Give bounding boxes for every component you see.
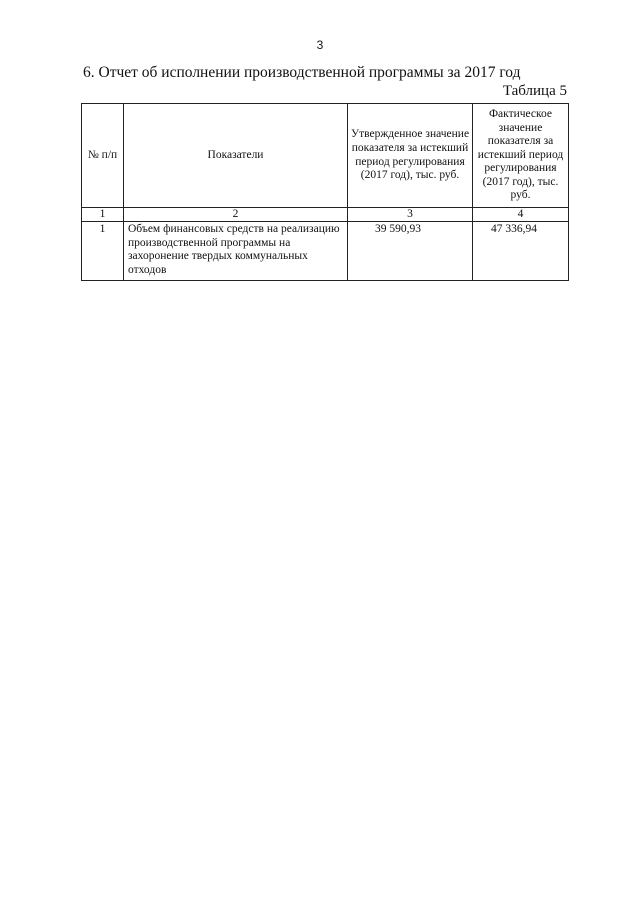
- column-number: 1: [82, 208, 124, 222]
- row-indicator: Объем финансовых средств на реализацию производственной программы на захоронение твердых коммунальных отходов: [124, 222, 348, 281]
- row-actual-value: 47 336,94: [473, 222, 569, 281]
- column-number-row: [82, 208, 569, 222]
- header-actual-value: Фактическое значение показателя за истекший период регулирования (2017 год), тыс. руб.: [473, 104, 569, 208]
- column-number: 4: [473, 208, 569, 222]
- header-number: № п/п: [82, 104, 124, 208]
- column-number: 2: [124, 208, 348, 222]
- table-header-row: [82, 104, 569, 208]
- header-approved-value: Утвержденное значение показателя за истекший период регулирования (2017 год), тыс. руб.: [348, 104, 473, 208]
- column-number: 3: [348, 208, 473, 222]
- table-row: [82, 222, 569, 281]
- report-table: [81, 103, 569, 281]
- page-number: 3: [316, 38, 324, 52]
- row-number: 1: [82, 222, 124, 281]
- row-approved-value: 39 590,93: [348, 222, 473, 281]
- header-indicators: Показатели: [124, 104, 348, 208]
- section-title: 6. Отчет об исполнении производственной программы за 2017 год: [83, 64, 521, 81]
- table-caption: Таблица 5: [502, 83, 567, 99]
